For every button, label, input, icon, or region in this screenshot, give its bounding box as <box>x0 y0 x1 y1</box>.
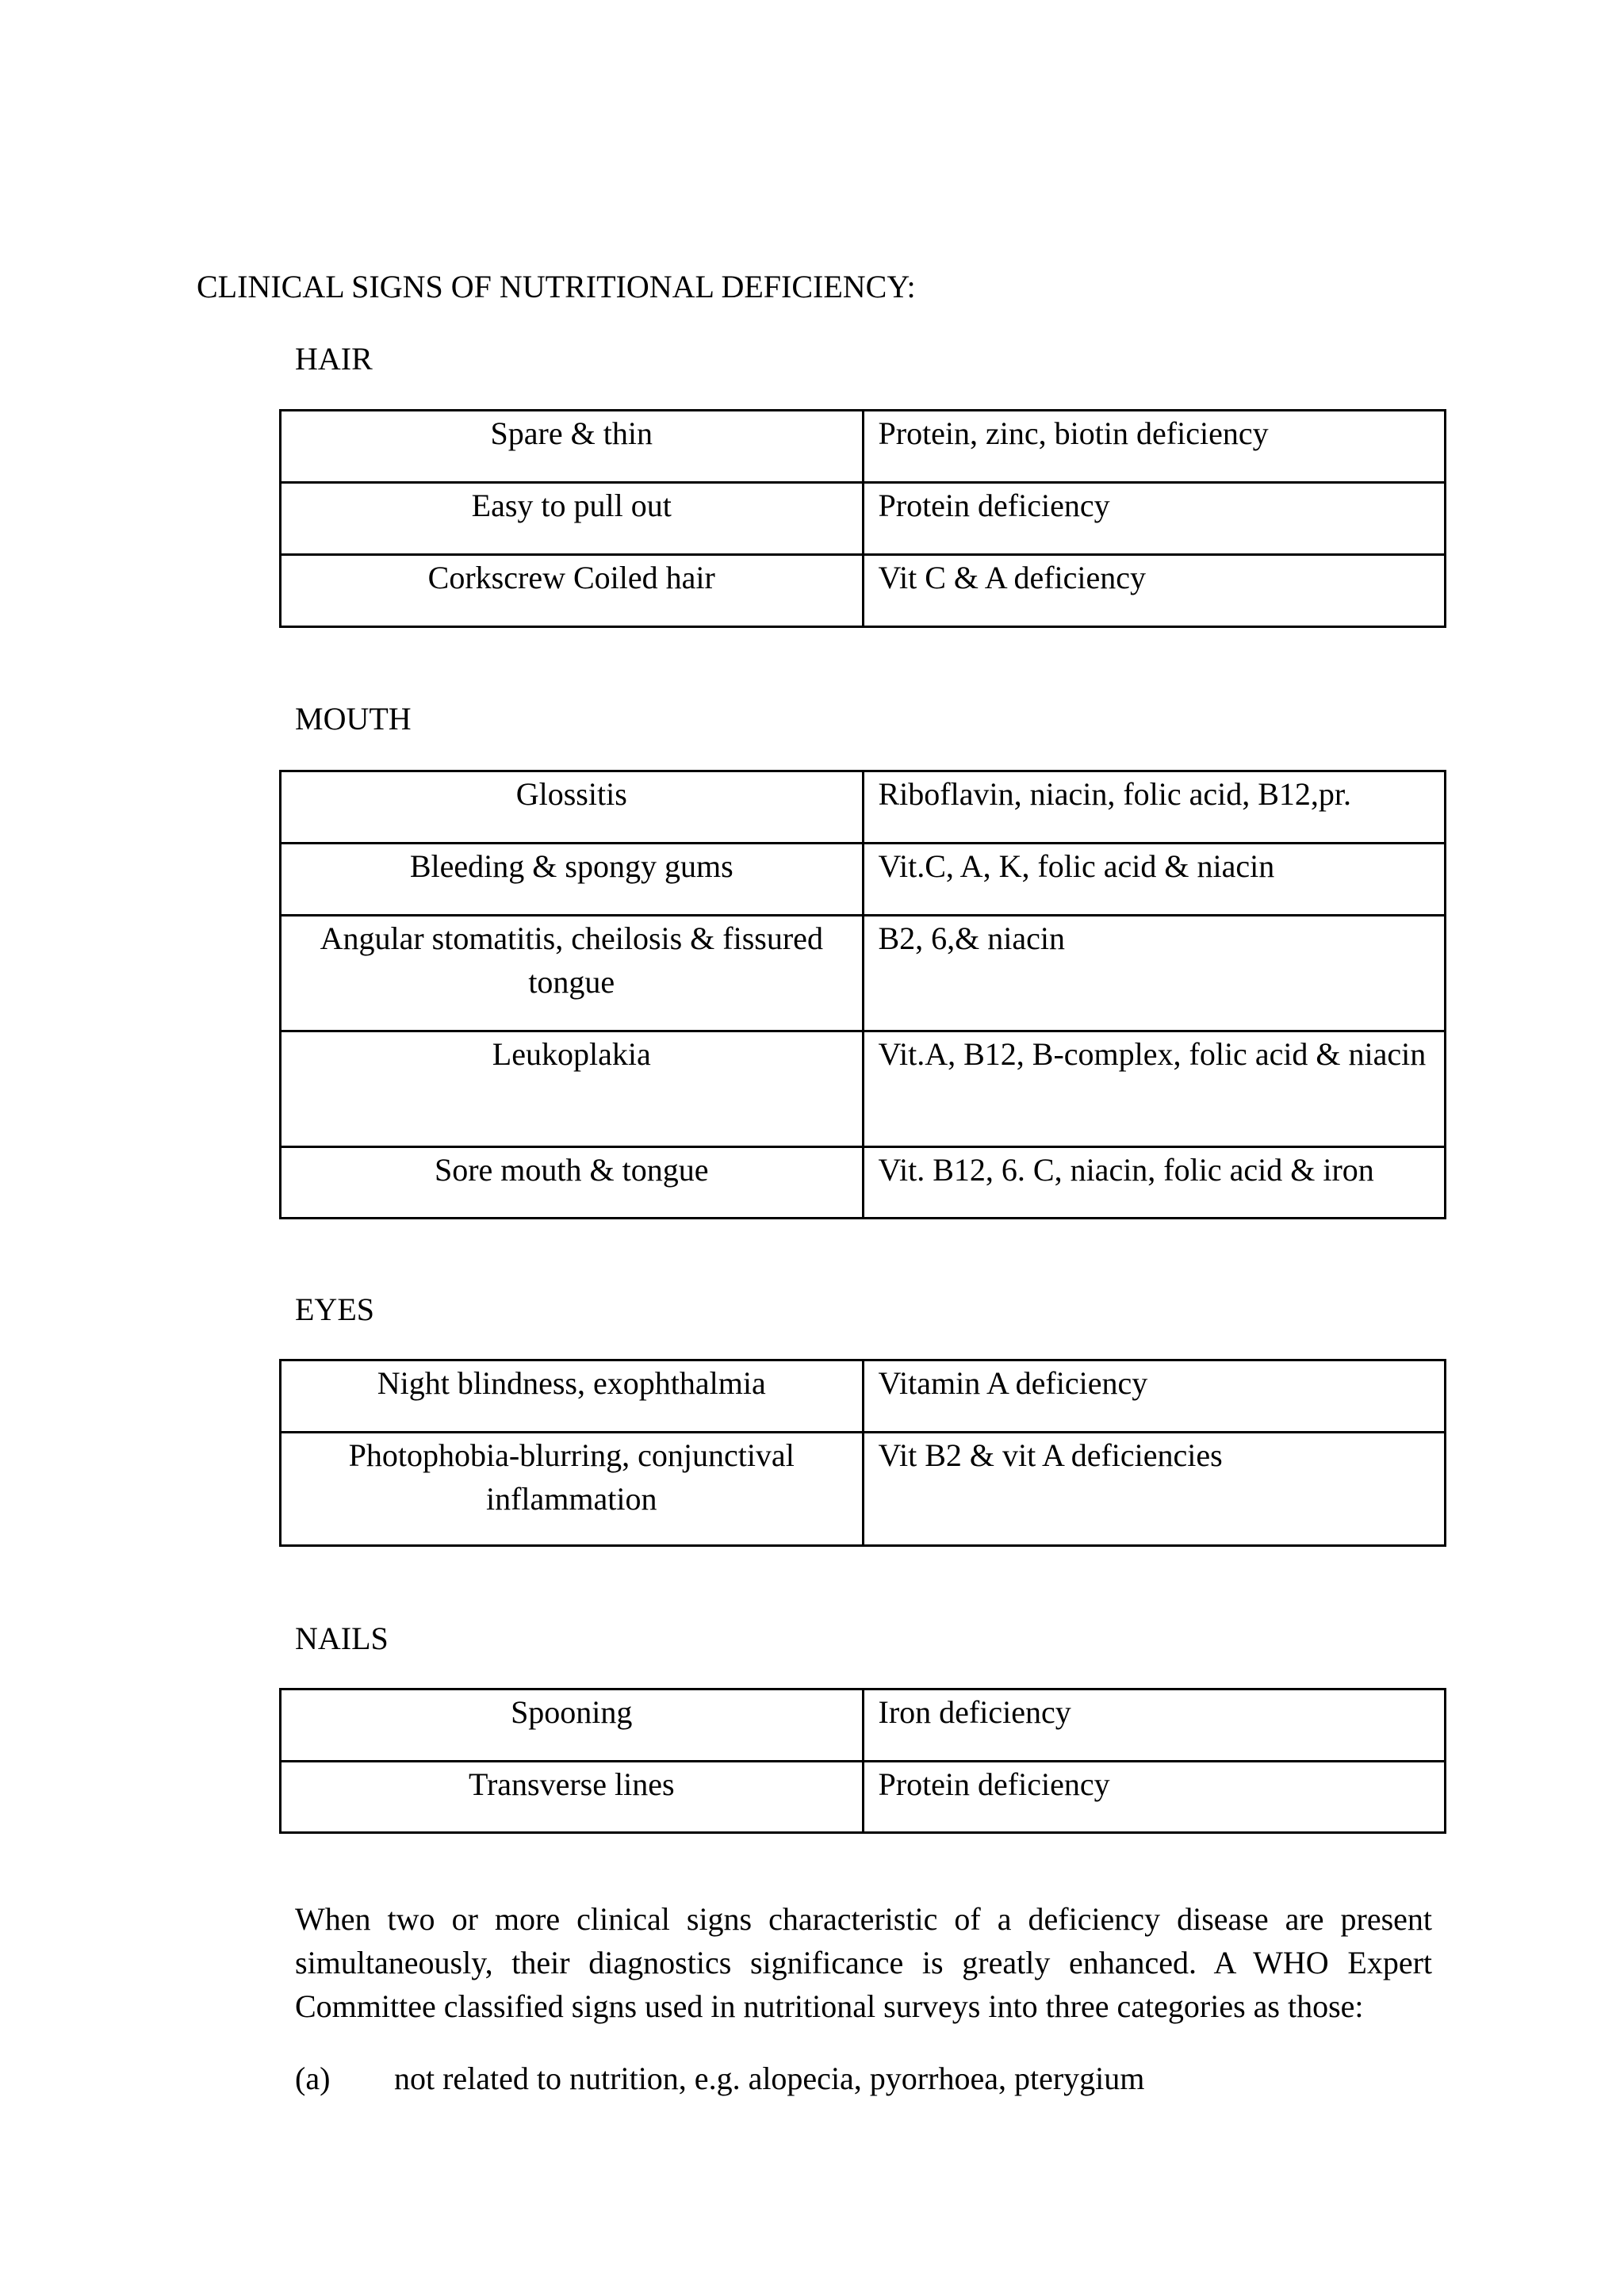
deficiency-cell: Riboflavin, niacin, folic acid, B12,pr. <box>863 771 1446 844</box>
table-row <box>281 1031 1446 1147</box>
deficiency-cell: B2, 6,& niacin <box>863 916 1446 1031</box>
nails-table <box>279 1688 1446 1834</box>
table-row <box>281 771 1446 844</box>
deficiency-cell: Protein deficiency <box>863 483 1446 555</box>
table-row <box>281 1433 1446 1546</box>
eyes-table <box>279 1359 1446 1547</box>
section-heading-mouth: MOUTH <box>295 701 412 737</box>
sign-cell: Corkscrew Coiled hair <box>281 555 864 627</box>
table-row <box>281 483 1446 555</box>
table-row <box>281 844 1446 916</box>
deficiency-cell: Vitamin A deficiency <box>863 1360 1446 1433</box>
section-heading-nails: NAILS <box>295 1621 389 1656</box>
mouth-table <box>279 770 1446 1219</box>
list-item-text: not related to nutrition, e.g. alopecia, pyorrhoea, pterygium <box>394 2061 1145 2096</box>
table-row <box>281 555 1446 627</box>
sign-cell: Spare & thin <box>281 411 864 483</box>
table-row <box>281 1689 1446 1762</box>
list-marker: (a) <box>295 2061 331 2096</box>
sign-cell: Sore mouth & tongue <box>281 1147 864 1219</box>
sign-cell: Photophobia-blurring, conjunctival inflammation <box>281 1433 864 1546</box>
sign-cell: Glossitis <box>281 771 864 844</box>
sign-cell: Transverse lines <box>281 1762 864 1833</box>
deficiency-cell: Vit. B12, 6. C, niacin, folic acid & iron <box>863 1147 1446 1219</box>
section-heading-hair: HAIR <box>295 341 373 377</box>
sign-cell: Night blindness, exophthalmia <box>281 1360 864 1433</box>
sign-cell: Bleeding & spongy gums <box>281 844 864 916</box>
sign-cell: Easy to pull out <box>281 483 864 555</box>
table-row <box>281 1147 1446 1219</box>
table-row <box>281 1360 1446 1433</box>
hair-table <box>279 409 1446 628</box>
sign-cell: Angular stomatitis, cheilosis & fissured tongue <box>281 916 864 1031</box>
deficiency-cell: Vit.A, B12, B-complex, folic acid & niacin <box>863 1031 1446 1147</box>
page-title: CLINICAL SIGNS OF NUTRITIONAL DEFICIENCY: <box>197 269 916 304</box>
list-item <box>295 2057 1144 2101</box>
deficiency-cell: Protein deficiency <box>863 1762 1446 1833</box>
deficiency-cell: Vit C & A deficiency <box>863 555 1446 627</box>
table-row <box>281 916 1446 1031</box>
deficiency-cell: Vit B2 & vit A deficiencies <box>863 1433 1446 1546</box>
sign-cell: Leukoplakia <box>281 1031 864 1147</box>
section-heading-eyes: EYES <box>295 1292 374 1327</box>
deficiency-cell: Vit.C, A, K, folic acid & niacin <box>863 844 1446 916</box>
table-row <box>281 1762 1446 1833</box>
table-row <box>281 411 1446 483</box>
deficiency-cell: Protein, zinc, biotin deficiency <box>863 411 1446 483</box>
body-paragraph: When two or more clinical signs characteristic of a deficiency disease are present simultaneously, their diagnostics significance is greatly enhanced. A WHO Expert Committee classified signs used in nutritional surveys into three categories as those: <box>295 1901 1432 2024</box>
deficiency-cell: Iron deficiency <box>863 1689 1446 1762</box>
sign-cell: Spooning <box>281 1689 864 1762</box>
